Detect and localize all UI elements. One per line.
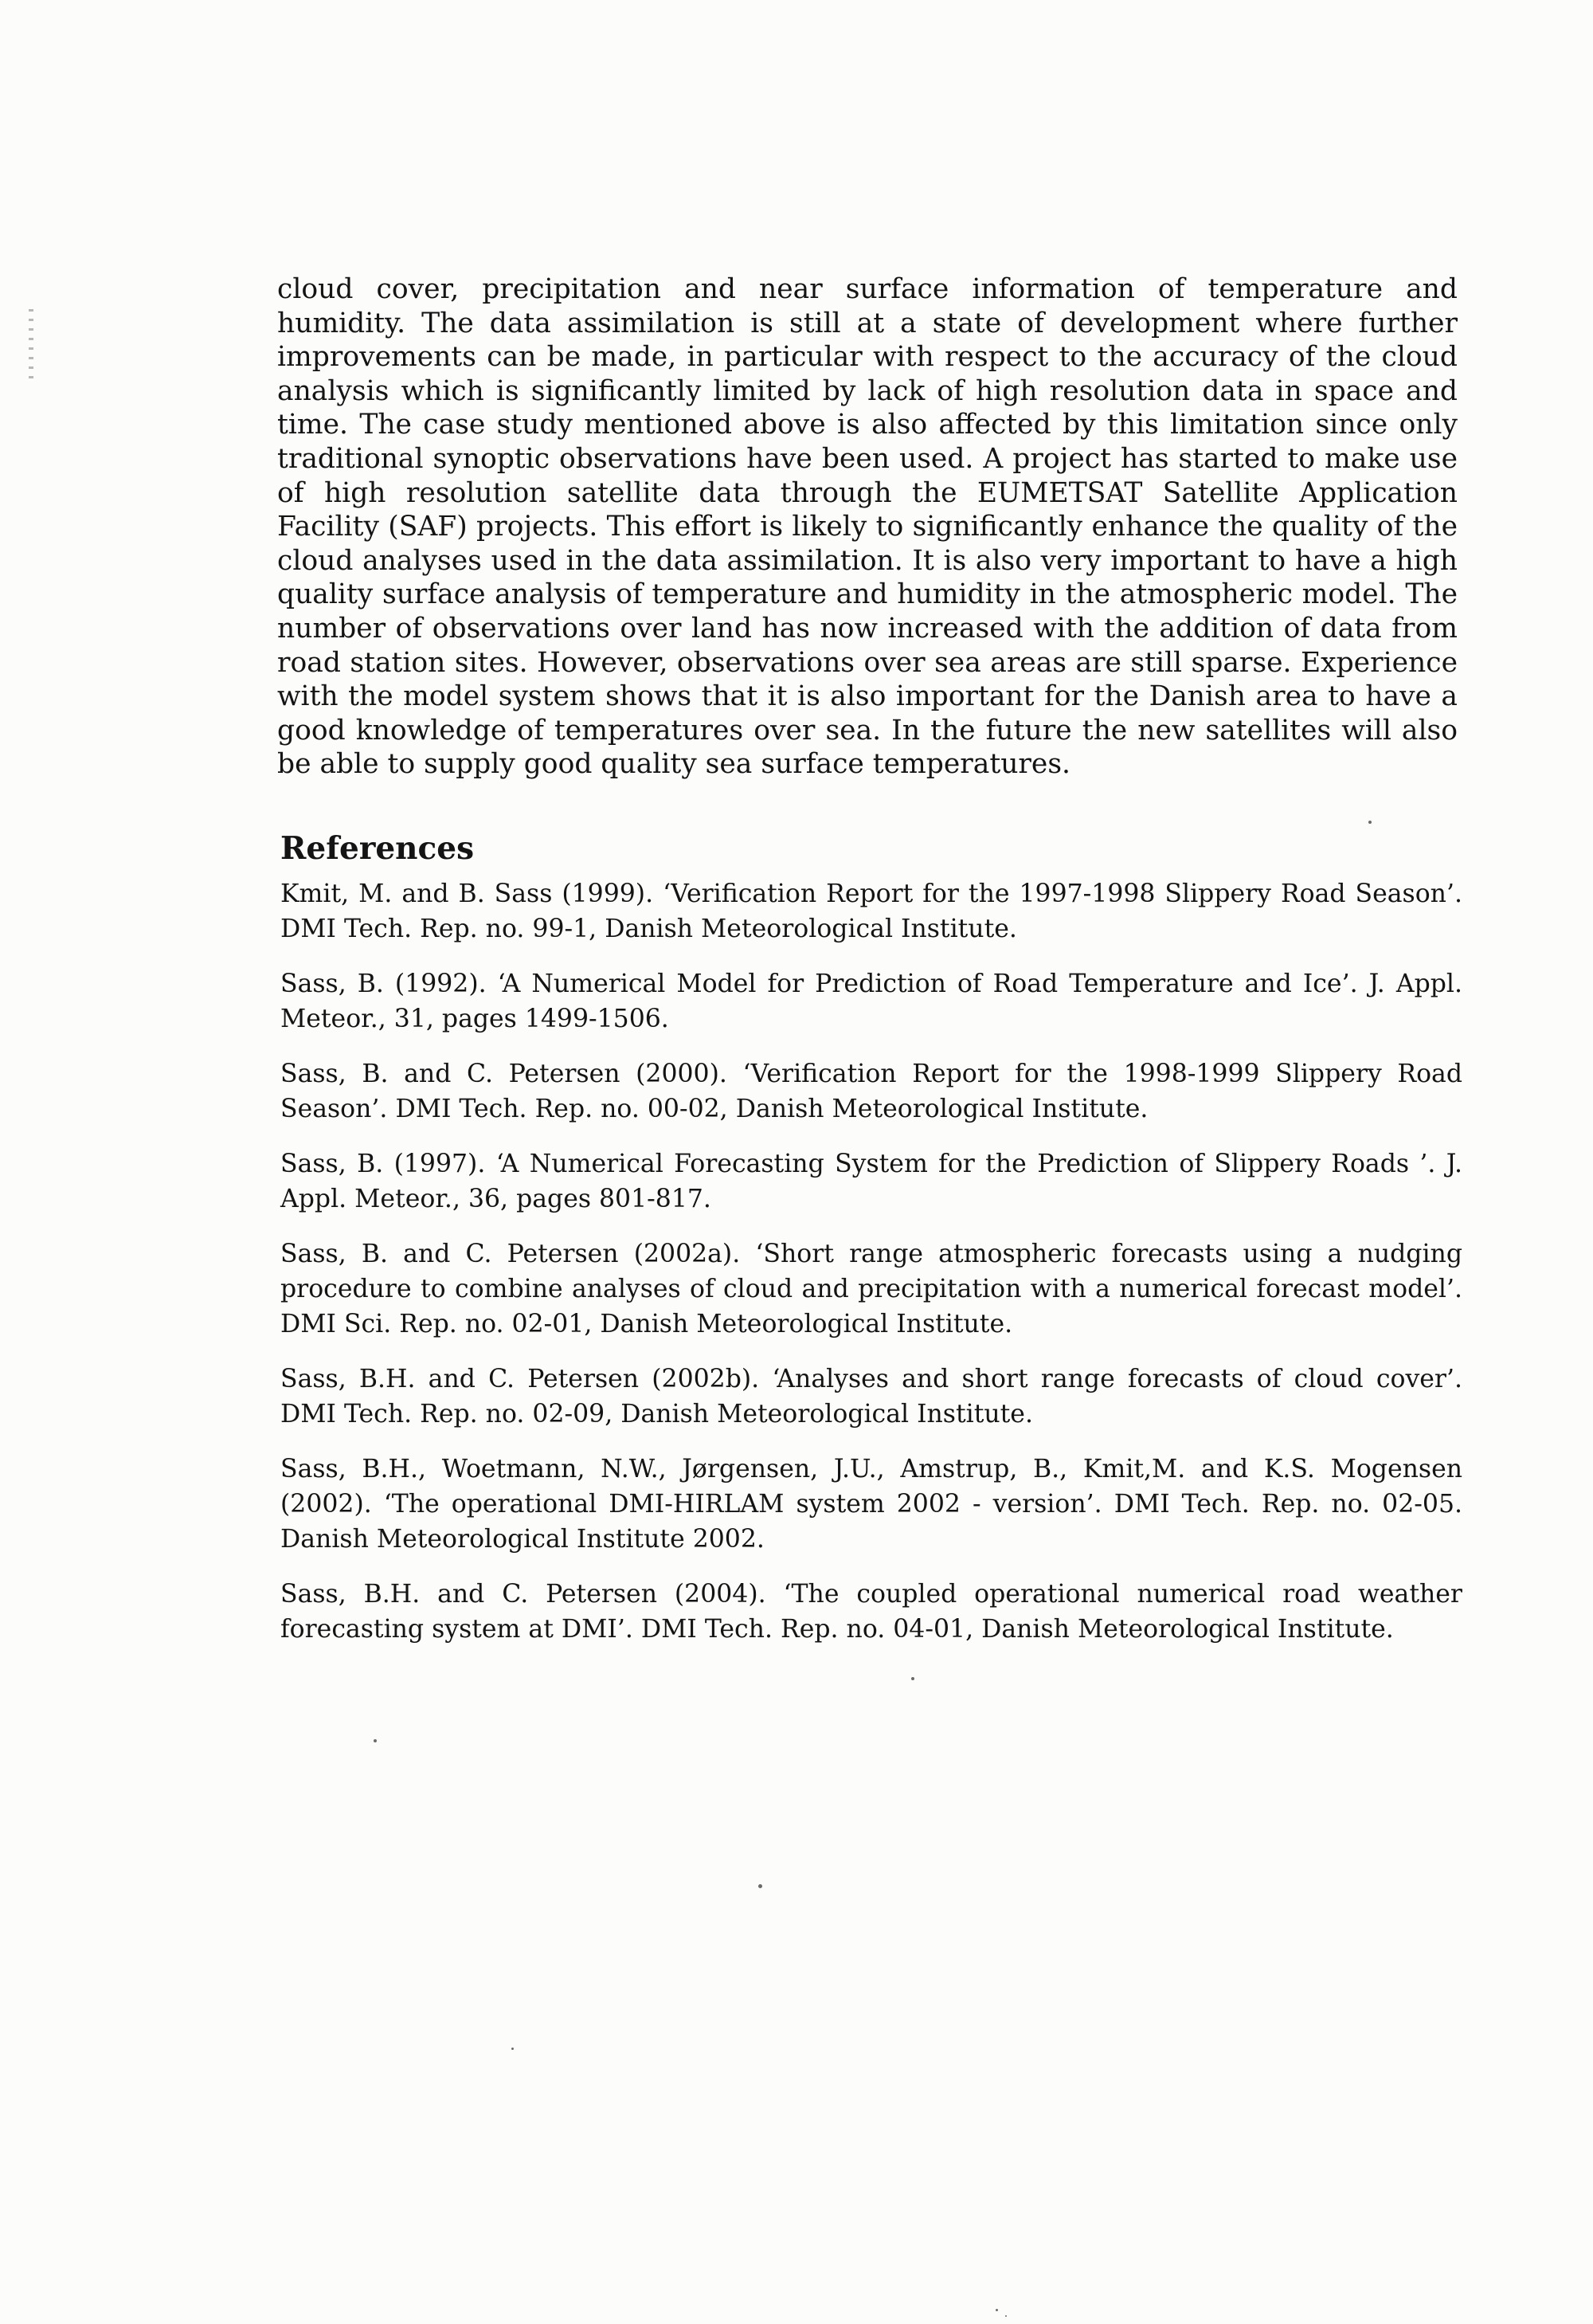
reference-item: Sass, B.H. and C. Petersen (2002b). ‘Analyses and short range forecasts of cloud cover’. DMI Tech. Rep. no. 02-09, Danish Meteorological Institute.: [280, 1365, 1462, 1428]
scan-speck: [996, 2309, 998, 2311]
reference-list: [280, 876, 1462, 1667]
reference-item: Sass, B. (1992). ‘A Numerical Model for Prediction of Road Temperature and Ice’. J. Appl. Meteor., 31, pages 1499-1506.: [280, 970, 1462, 1033]
scan-speck: [1368, 821, 1372, 824]
scan-speck: [374, 1739, 377, 1742]
reference-item: Sass, B. and C. Petersen (2000). ‘Verification Report for the 1998-1999 Slippery Road Season’. DMI Tech. Rep. no. 00-02, Danish Meteorological Institute.: [280, 1060, 1462, 1123]
scan-speck: [511, 2048, 514, 2050]
scan-edge-marks: [29, 309, 33, 381]
scan-speck: [1005, 2315, 1007, 2317]
reference-item: Sass, B.H. and C. Petersen (2004). ‘The coupled operational numerical road weather forecasting system at DMI’. DMI Tech. Rep. no. 04-01, Danish Meteorological Institute.: [280, 1580, 1462, 1644]
scan-speck: [758, 1884, 762, 1888]
references-heading: References: [280, 830, 475, 867]
scan-speck: [911, 1677, 914, 1680]
reference-item: Sass, B. and C. Petersen (2002a). ‘Short range atmospheric forecasts using a nudging procedure to combine analyses of cloud and precipitation with a numerical forecast model’. DMI Sci. Rep. no. 02-01, Danish Meteorological Institute.: [280, 1240, 1462, 1338]
reference-item: Kmit, M. and B. Sass (1999). ‘Verification Report for the 1997-1998 Slippery Road Season’. DMI Tech. Rep. no. 99-1, Danish Meteorological Institute.: [280, 880, 1462, 943]
body-paragraph: cloud cover, precipitation and near surface information of temperature and humidity. The data assimilation is still at a state of development where further improvements can be made, in particular with respect to the accuracy of the cloud analysis which is significantly limited by lack of high resolution data in space and time. The case study mentioned above is also affected by this limitation since only traditional synoptic observations have been used. A project has started to make use of high resolution satellite data through the EUMETSAT Satellite Application Facility (SAF) projects. This effort is likely to significantly enhance the quality of the cloud analyses used in the data assimilation. It is also very important to have a high quality surface analysis of temperature and humidity in the atmospheric model. The number of observations over land has now increased with the addition of data from road station sites. However, observations over sea areas are still sparse. Experience with the model system shows that it is also important for the Danish area to have a good knowledge of temperatures over sea. In the future the new satellites will also be able to supply good quality sea surface temperatures.: [277, 273, 1458, 781]
reference-item: Sass, B. (1997). ‘A Numerical Forecasting System for the Prediction of Slippery Roads ’. J. Appl. Meteor., 36, pages 801-817.: [280, 1150, 1462, 1213]
reference-item: Sass, B.H., Woetmann, N.W., Jørgensen, J.U., Amstrup, B., Kmit,M. and K.S. Mogensen (2002). ‘The operational DMI-HIRLAM system 2002 - version’. DMI Tech. Rep. no. 02-05. Danish Meteorological Institute 2002.: [280, 1455, 1462, 1554]
